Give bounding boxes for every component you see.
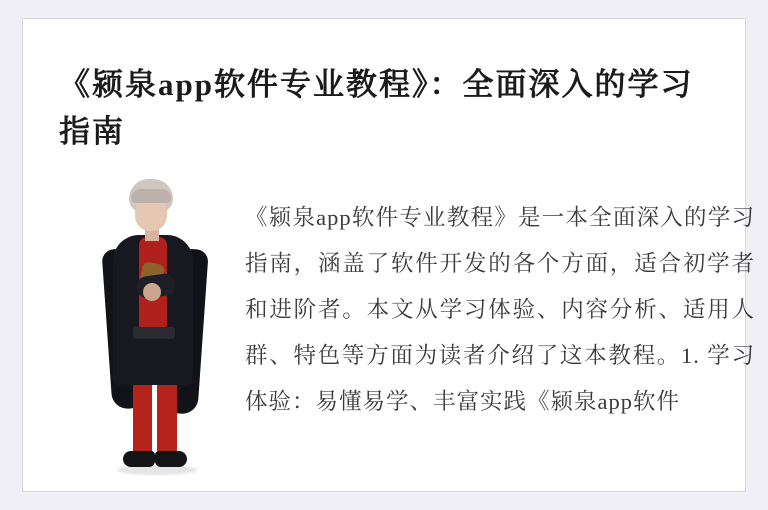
figure-leg-gap	[152, 379, 157, 455]
article-card	[22, 18, 755, 492]
figure-hand	[143, 283, 161, 301]
figure-shoe-right	[155, 451, 187, 467]
figure-shoe-left	[123, 451, 155, 467]
article-body: 《颍泉app软件专业教程》是一本全面深入的学习指南，涵盖了软件开发的各个方面，适合初学者和进阶者。本文从学习体验、内容分析、适用人群、特色等方面为读者介绍了这本教程。1. 学习体验：易懂易学、丰富实践《颍泉app软件	[245, 205, 755, 414]
figure-belt	[133, 327, 175, 339]
character-illustration	[83, 179, 228, 499]
figure-fringe	[131, 189, 171, 203]
page-title: 《颍泉app软件专业教程》：全面深入的学习指南	[59, 67, 694, 149]
